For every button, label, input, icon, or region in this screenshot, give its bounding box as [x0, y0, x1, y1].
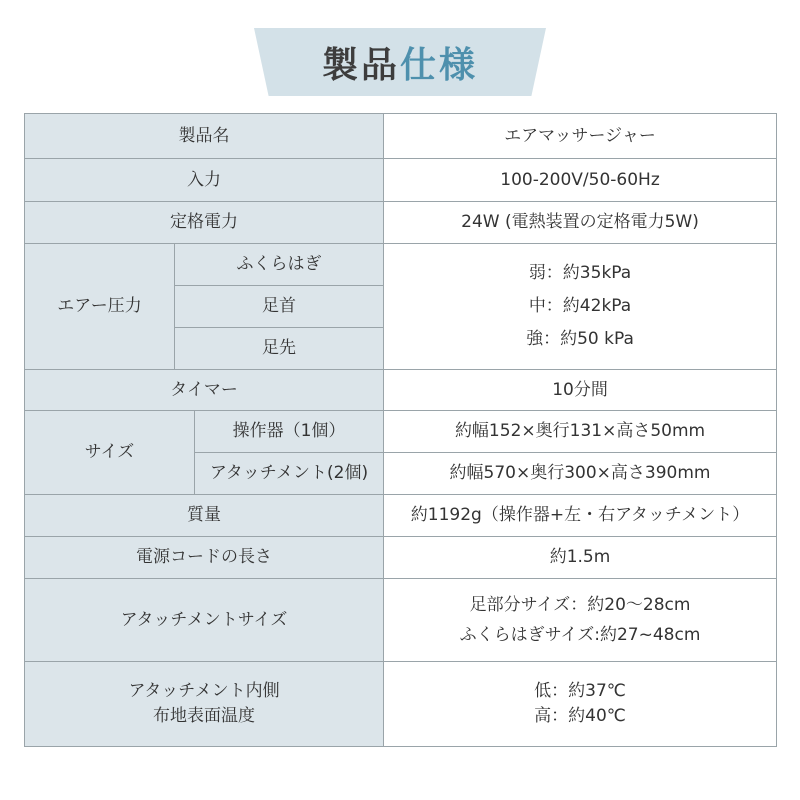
row-air-pressure-calf: [25, 244, 777, 286]
air-pressure-ankle-label: 足首: [175, 286, 384, 328]
cord-length-label: 電源コードの長さ: [25, 537, 384, 579]
air-pressure-toes-label: 足先: [175, 328, 384, 370]
attachment-size-foot: 足部分サイズ：約20～28cm: [469, 595, 691, 615]
size-attachment-label: アタッチメント(2個): [195, 453, 384, 495]
size-controller-label: 操作器（1個）: [195, 411, 384, 453]
input-label: 入力: [25, 159, 384, 202]
air-pressure-strong: 強：約50 kPa: [526, 329, 634, 349]
cord-length-value: 約1.5m: [384, 537, 777, 579]
fabric-temp-label: [25, 662, 384, 747]
attachment-size-label: アタッチメントサイズ: [25, 579, 384, 662]
rated-power-value: 24W (電熱装置の定格電力5W): [384, 202, 777, 244]
size-label: サイズ: [25, 411, 195, 495]
row-cord-length: [25, 537, 777, 579]
row-timer: [25, 370, 777, 411]
size-attachment-value: 約幅570×奥行300×高さ390mm: [384, 453, 777, 495]
weight-label: 質量: [25, 495, 384, 537]
row-weight: [25, 495, 777, 537]
spec-table: [24, 113, 777, 747]
fabric-temp-label-line-2: 布地表面温度: [153, 706, 255, 726]
row-attachment-size: [25, 579, 777, 662]
fabric-temp-low: 低：約37℃: [534, 681, 626, 701]
air-pressure-weak: 弱：約35kPa: [528, 263, 632, 283]
air-pressure-label: エアー圧力: [25, 244, 175, 370]
rated-power-label: 定格電力: [25, 202, 384, 244]
timer-value: 10分間: [384, 370, 777, 411]
fabric-temp-label-line-1: アタッチメント内側: [128, 681, 280, 701]
row-size-controller: [25, 411, 777, 453]
row-input: [25, 159, 777, 202]
product-name-label: 製品名: [25, 114, 384, 159]
product-name-value: エアマッサージャー: [384, 114, 777, 159]
row-rated-power: [25, 202, 777, 244]
row-fabric-temp: [25, 662, 777, 747]
attachment-size-values: [384, 579, 777, 662]
attachment-size-calf: ふくらはぎサイズ:約27~48cm: [459, 625, 701, 645]
fabric-temp-values: [384, 662, 777, 747]
input-value: 100-200V/50-60Hz: [384, 159, 777, 202]
page-title: [0, 28, 800, 96]
air-pressure-calf-label: ふくらはぎ: [175, 244, 384, 286]
title-part-1: 製品: [321, 43, 400, 86]
size-controller-value: 約幅152×奥行131×高さ50mm: [384, 411, 777, 453]
air-pressure-values: [384, 244, 777, 370]
title-part-2: 仕様: [400, 43, 479, 86]
fabric-temp-high: 高：約40℃: [534, 706, 626, 726]
air-pressure-medium: 中：約42kPa: [528, 296, 632, 316]
timer-label: タイマー: [25, 370, 384, 411]
weight-value: 約1192g（操作器+左・右アタッチメント）: [384, 495, 777, 537]
row-product-name: [25, 114, 777, 159]
